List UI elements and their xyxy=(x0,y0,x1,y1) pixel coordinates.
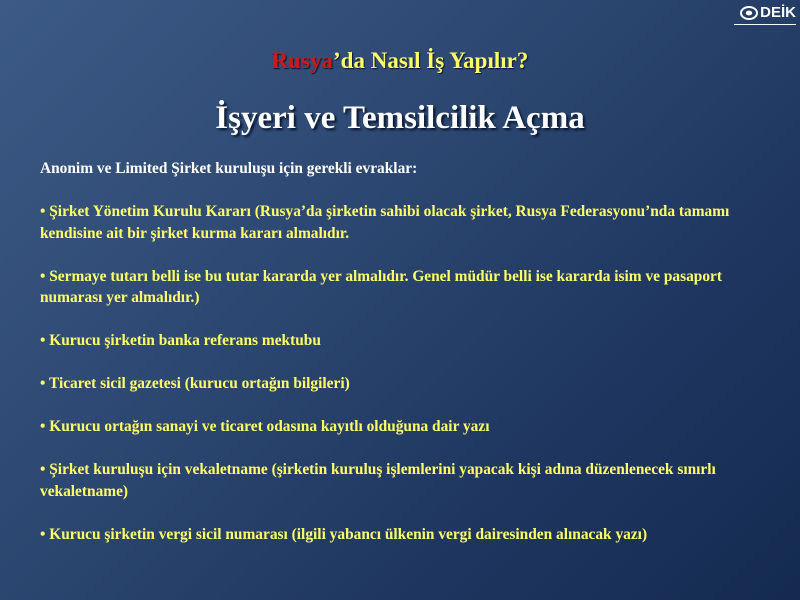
list-item: • Ticaret sicil gazetesi (kurucu ortağın bilgileri) xyxy=(40,375,350,392)
intro-text: Anonim ve Limited Şirket kuruluşu için gerekli evraklar: xyxy=(40,160,418,177)
slide-body xyxy=(40,158,780,567)
logo-text: DEİK xyxy=(760,4,796,21)
slide-title: İşyeri ve Temsilcilik Açma xyxy=(215,100,585,136)
list-item: • Kurucu şirketin vergi sicil numarası (ilgili yabancı ülkenin vergi dairesinden alınacak yazı) xyxy=(40,525,648,543)
list-item: • Şirket Yönetim Kurulu Kararı (Rusya’da şirketin sahibi olacak şirket, Rusya Federasyonu’nda tamamı kendisine ait bir şirket kurma kararı almalıdır. xyxy=(40,203,730,242)
list-item: • Şirket kuruluşu için vekaletname (şirketin kuruluş işlemlerini yapacak kişi adına düzenlenecek sınırlı vekaletname) xyxy=(40,461,716,500)
list-item: • Kurucu şirketin banka referans mektubu xyxy=(40,332,321,349)
deik-logo xyxy=(740,5,796,21)
deik-emblem-icon xyxy=(740,6,758,20)
list-item: • Kurucu ortağın sanayi ve ticaret odasına kayıtlı olduğuna dair yazı xyxy=(40,418,490,435)
list-item: • Sermaye tutarı belli ise bu tutar kararda yer almalıdır. Genel müdür belli ise kararda isim ve pasaport numarası yer almalıdır.) xyxy=(40,267,722,306)
slide-subtitle xyxy=(0,48,800,74)
subtitle-rest: ’da Nasıl İş Yapılır? xyxy=(333,48,529,73)
subtitle-accent: Rusya xyxy=(271,48,334,73)
logo-underline xyxy=(734,24,796,25)
